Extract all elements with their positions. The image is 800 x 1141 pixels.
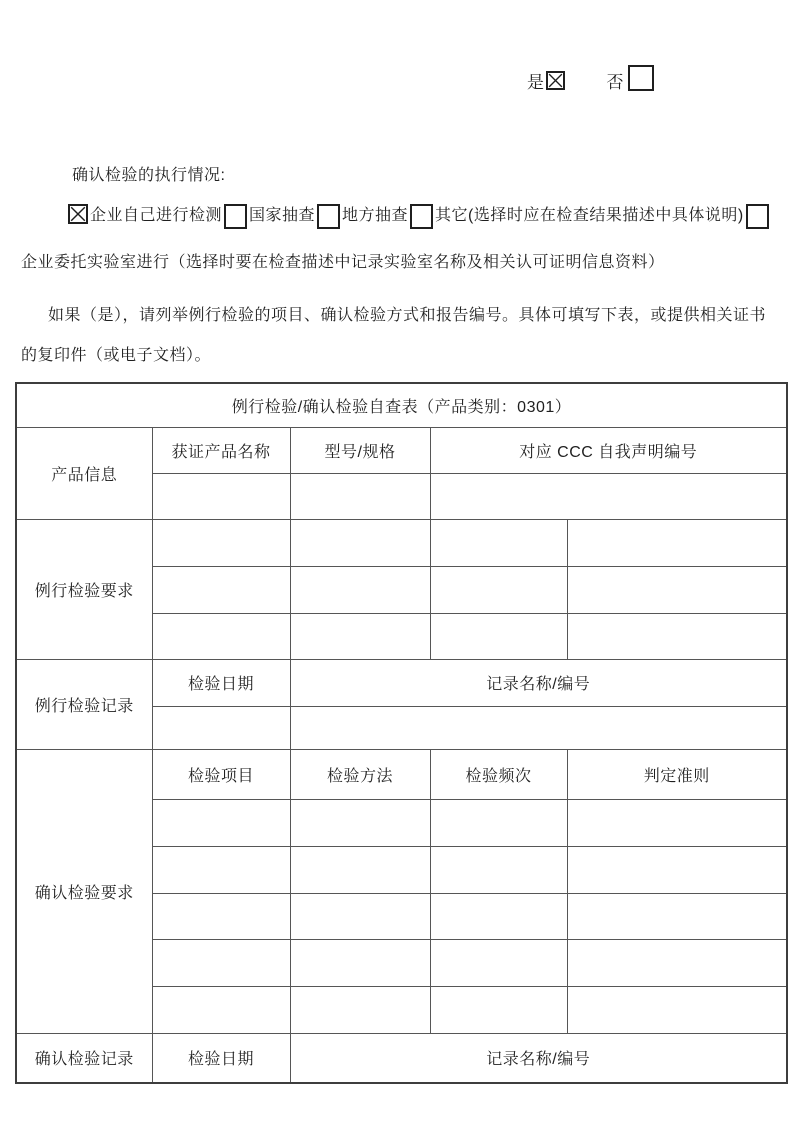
table-title: 例行检验/确认检验自查表（产品类别：0301） bbox=[16, 383, 787, 427]
option-other-label: 其它(选择时应在检查结果描述中具体说明) bbox=[435, 207, 744, 224]
empty-cell[interactable] bbox=[152, 519, 290, 566]
empty-cell[interactable] bbox=[430, 566, 567, 613]
empty-cell[interactable] bbox=[152, 893, 290, 939]
empty-cell[interactable] bbox=[290, 846, 430, 893]
note-line-2: 的复印件（或电子文档）。 bbox=[21, 347, 212, 364]
checkbox-no-unchecked[interactable] bbox=[628, 65, 654, 91]
empty-cell[interactable] bbox=[430, 846, 567, 893]
empty-cell[interactable] bbox=[152, 986, 290, 1033]
empty-cell[interactable] bbox=[290, 519, 430, 566]
col-header-judgement-criteria: 判定准则 bbox=[567, 749, 787, 799]
product-info-label: 产品信息 bbox=[16, 427, 152, 519]
empty-cell[interactable] bbox=[567, 566, 787, 613]
col-header-record-name: 记录名称/编号 bbox=[290, 659, 787, 706]
empty-cell[interactable] bbox=[567, 986, 787, 1033]
checkbox-national-sampling[interactable] bbox=[224, 204, 247, 229]
option-self-test-label: 企业自己进行检测 bbox=[90, 207, 223, 224]
note-line-1: 如果（是），请列举例行检验的项目、确认检验方式和报告编号。具体可填写下表，或提供相关证书 bbox=[48, 307, 767, 324]
checkbox-yes-checked[interactable] bbox=[546, 71, 565, 90]
empty-cell[interactable] bbox=[430, 613, 567, 659]
checkbox-entrusted-lab[interactable] bbox=[746, 204, 769, 229]
col-header-ccc-declaration: 对应 CCC 自我声明编号 bbox=[430, 427, 787, 473]
empty-cell[interactable] bbox=[430, 519, 567, 566]
empty-cell[interactable] bbox=[430, 939, 567, 986]
col-header-inspection-method: 检验方法 bbox=[290, 749, 430, 799]
empty-cell[interactable] bbox=[152, 799, 290, 846]
empty-cell[interactable] bbox=[290, 939, 430, 986]
self-check-table bbox=[15, 382, 788, 1084]
empty-cell[interactable] bbox=[430, 893, 567, 939]
empty-cell[interactable] bbox=[152, 706, 290, 749]
col-header-model-spec: 型号/规格 bbox=[290, 427, 430, 473]
col-header-inspection-date: 检验日期 bbox=[152, 659, 290, 706]
col-header-record-name: 记录名称/编号 bbox=[290, 1033, 787, 1083]
empty-cell[interactable] bbox=[430, 986, 567, 1033]
empty-cell[interactable] bbox=[152, 613, 290, 659]
empty-cell[interactable] bbox=[152, 939, 290, 986]
empty-cell[interactable] bbox=[567, 846, 787, 893]
routine-req-label: 例行检验要求 bbox=[16, 519, 152, 659]
empty-cell[interactable] bbox=[567, 939, 787, 986]
option-national-sampling-label: 国家抽查 bbox=[249, 207, 316, 224]
col-header-product-name: 获证产品名称 bbox=[152, 427, 290, 473]
exec-section-heading: 确认检验的执行情况: bbox=[72, 167, 226, 184]
yes-no-row bbox=[527, 66, 654, 94]
empty-cell[interactable] bbox=[290, 706, 787, 749]
empty-cell[interactable] bbox=[152, 473, 290, 519]
col-header-inspection-frequency: 检验频次 bbox=[430, 749, 567, 799]
empty-cell[interactable] bbox=[152, 566, 290, 613]
routine-rec-label: 例行检验记录 bbox=[16, 659, 152, 749]
empty-cell[interactable] bbox=[290, 566, 430, 613]
empty-cell[interactable] bbox=[152, 846, 290, 893]
empty-cell[interactable] bbox=[290, 986, 430, 1033]
col-header-inspection-date: 检验日期 bbox=[152, 1033, 290, 1083]
empty-cell[interactable] bbox=[290, 893, 430, 939]
no-label: 否 bbox=[606, 72, 624, 92]
empty-cell[interactable] bbox=[290, 799, 430, 846]
exec-options-row bbox=[68, 200, 771, 227]
empty-cell[interactable] bbox=[567, 799, 787, 846]
empty-cell[interactable] bbox=[567, 893, 787, 939]
checkbox-local-sampling[interactable] bbox=[317, 204, 340, 229]
x-mark-icon bbox=[548, 73, 563, 88]
col-header-inspection-item: 检验项目 bbox=[152, 749, 290, 799]
option-local-sampling-label: 地方抽查 bbox=[342, 207, 409, 224]
empty-cell[interactable] bbox=[430, 473, 787, 519]
yes-label: 是 bbox=[527, 72, 545, 92]
confirm-rec-label: 确认检验记录 bbox=[16, 1033, 152, 1083]
empty-cell[interactable] bbox=[290, 473, 430, 519]
empty-cell[interactable] bbox=[567, 613, 787, 659]
empty-cell[interactable] bbox=[567, 519, 787, 566]
empty-cell[interactable] bbox=[290, 613, 430, 659]
empty-cell[interactable] bbox=[430, 799, 567, 846]
checkbox-self-test-checked[interactable] bbox=[68, 204, 88, 224]
confirm-req-label: 确认检验要求 bbox=[16, 749, 152, 1033]
checkbox-other[interactable] bbox=[410, 204, 433, 229]
option-entrusted-lab-label: 企业委托实验室进行（选择时要在检查描述中记录实验室名称及相关认可证明信息资料） bbox=[21, 254, 665, 271]
x-mark-icon bbox=[70, 206, 86, 222]
